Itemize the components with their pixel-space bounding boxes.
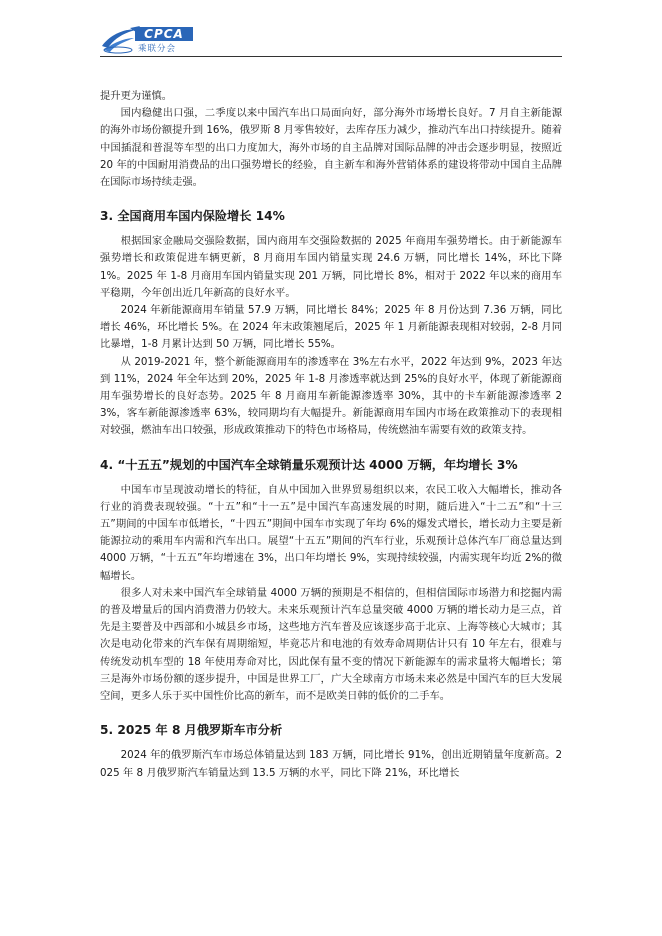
header-divider <box>100 56 562 57</box>
document-body <box>100 88 562 782</box>
section-4-paragraph-1: 中国车市呈现波动增长的特征，自从中国加入世界贸易组织以来，农民工收入大幅增长，推动各行业的消费表现较强。“十五”和“十一五”是中国汽车高速发展的时期，随后进入“十二五”和“十三五”期间的中国车市低增长，“十四五”期间中国车市实现了年均 6%的爆发式增长，增长动力主要是新能源拉动的乘用车内需和汽车出口。展望“十五五”期间的汽车行业，乐观预计总体汽车厂商总量达到 4000 万辆，“十五五”年均增速在 3%，出口年均增长 9%，实现持续较强，内需实现年均近 2%的微幅增长。 <box>100 483 562 582</box>
section-5-heading: 5. 2025 年 8 月俄罗斯车市分析 <box>100 723 283 738</box>
section-5-paragraph-1: 2024 年的俄罗斯汽车市场总体销量达到 183 万辆，同比增长 91%，创出近期销量年度新高。2025 年 8 月俄罗斯汽车销量达到 13.5 万辆的水平，同比下降 21%，环比增长 <box>100 749 562 779</box>
section-3-paragraph-2: 2024 年新能源商用车销量 57.9 万辆，同比增长 84%；2025 年 8 月份达到 7.36 万辆，同比增长 46%，环比增长 5%。在 2024 年末政策翘尾后，2025 年 1 月新能源表现相对较弱，2-8 月同比暴增，1-8 月累计达到 50 万辆，同比增长 55%。 <box>100 304 562 351</box>
section-3-heading: 3. 全国商用车国内保险增长 14% <box>100 209 285 224</box>
cpca-logo <box>100 24 220 56</box>
intro-paragraph-0: 提升更为谨慎。 <box>100 90 173 102</box>
logo-subtitle: 乘联分会 <box>138 44 177 54</box>
intro-paragraph-1: 国内稳健出口强，二季度以来中国汽车出口局面向好，部分海外市场增长良好。7 月自主新能源的海外市场份额提升到 16%，俄罗斯 8 月零售较好，去库存压力减少，推动汽车出口持续提升。随着中国插混和普混等车型的出口力度加大，海外市场的自主品牌对国际品牌的冲击会逐步明显，按照近 20 年的中国耐用消费品的出口强势增长的经验，自主新车和海外营销体系的建设将带动中国自主品牌在国际市场持续走强。 <box>100 107 562 189</box>
section-3-paragraph-1: 根据国家金融局交强险数据，国内商用车交强险数据的 2025 年商用车强势增长。由于新能源车强势增长和政策促进车辆更新，8 月商用车国内销量实现 24.6 万辆，同比增长 14%，环比下降 1%。2025 年 1-8 月商用车国内销量实现 201 万辆，同比增长 8%，相对于 2022 年以来的商用车平稳期，今年创出近几年新高的良好水平。 <box>100 235 562 299</box>
section-4-heading: 4. “十五五”规划的中国汽车全球销量乐观预计达 4000 万辆，年均增长 3% <box>100 457 518 472</box>
page-header <box>100 24 562 58</box>
section-3-paragraph-3: 从 2019-2021 年，整个新能源商用车的渗透率在 3%左右水平，2022 年达到 9%，2023 年达到 11%，2024 年全年达到 20%，2025 年 1-8 月渗透率就达到 25%的良好水平，体现了新能源商用车强势增长的良好态势。2025 年 8 月商用车新能源渗透率 30%，其中的卡车新能源渗透率 23%，客车新能源渗透率 63%，较同期均有大幅提升。新能源商用车国内市场在政策推动下的表现相对较强，燃油车出口较强，形成政策推动下的特色市场格局，传统燃油车需要有效的政策支持。 <box>100 355 562 437</box>
section-4-paragraph-2: 很多人对未来中国汽车全球销量 4000 万辆的预期是不相信的，但相信国际市场潜力和挖掘内需的普及增量后的国内消费潜力仍较大。未来乐观预计汽车总量突破 4000 万辆的增长动力是三点，首先是主要普及中西部和小城县乡市场，这些地方汽车普及应该逐步高于北京、上海等核心大城市；其次是电动化带来的汽车保有周期缩短，毕竟芯片和电池的有效寿命周期估计只有 10 年左右，很难与传统发动机车型的 18 年使用寿命对比，因此保有量不变的情况下新能源车的需求量将大幅增长；第三是海外市场份额的逐步提升，中国是世界工厂，广大全球南方市场未来必然是中国汽车的巨大发展空间，更多人乐于买中国性价比高的新车，而不是欧美日韩的低价的二手车。 <box>100 586 562 703</box>
logo-text: CPCA <box>135 27 193 41</box>
